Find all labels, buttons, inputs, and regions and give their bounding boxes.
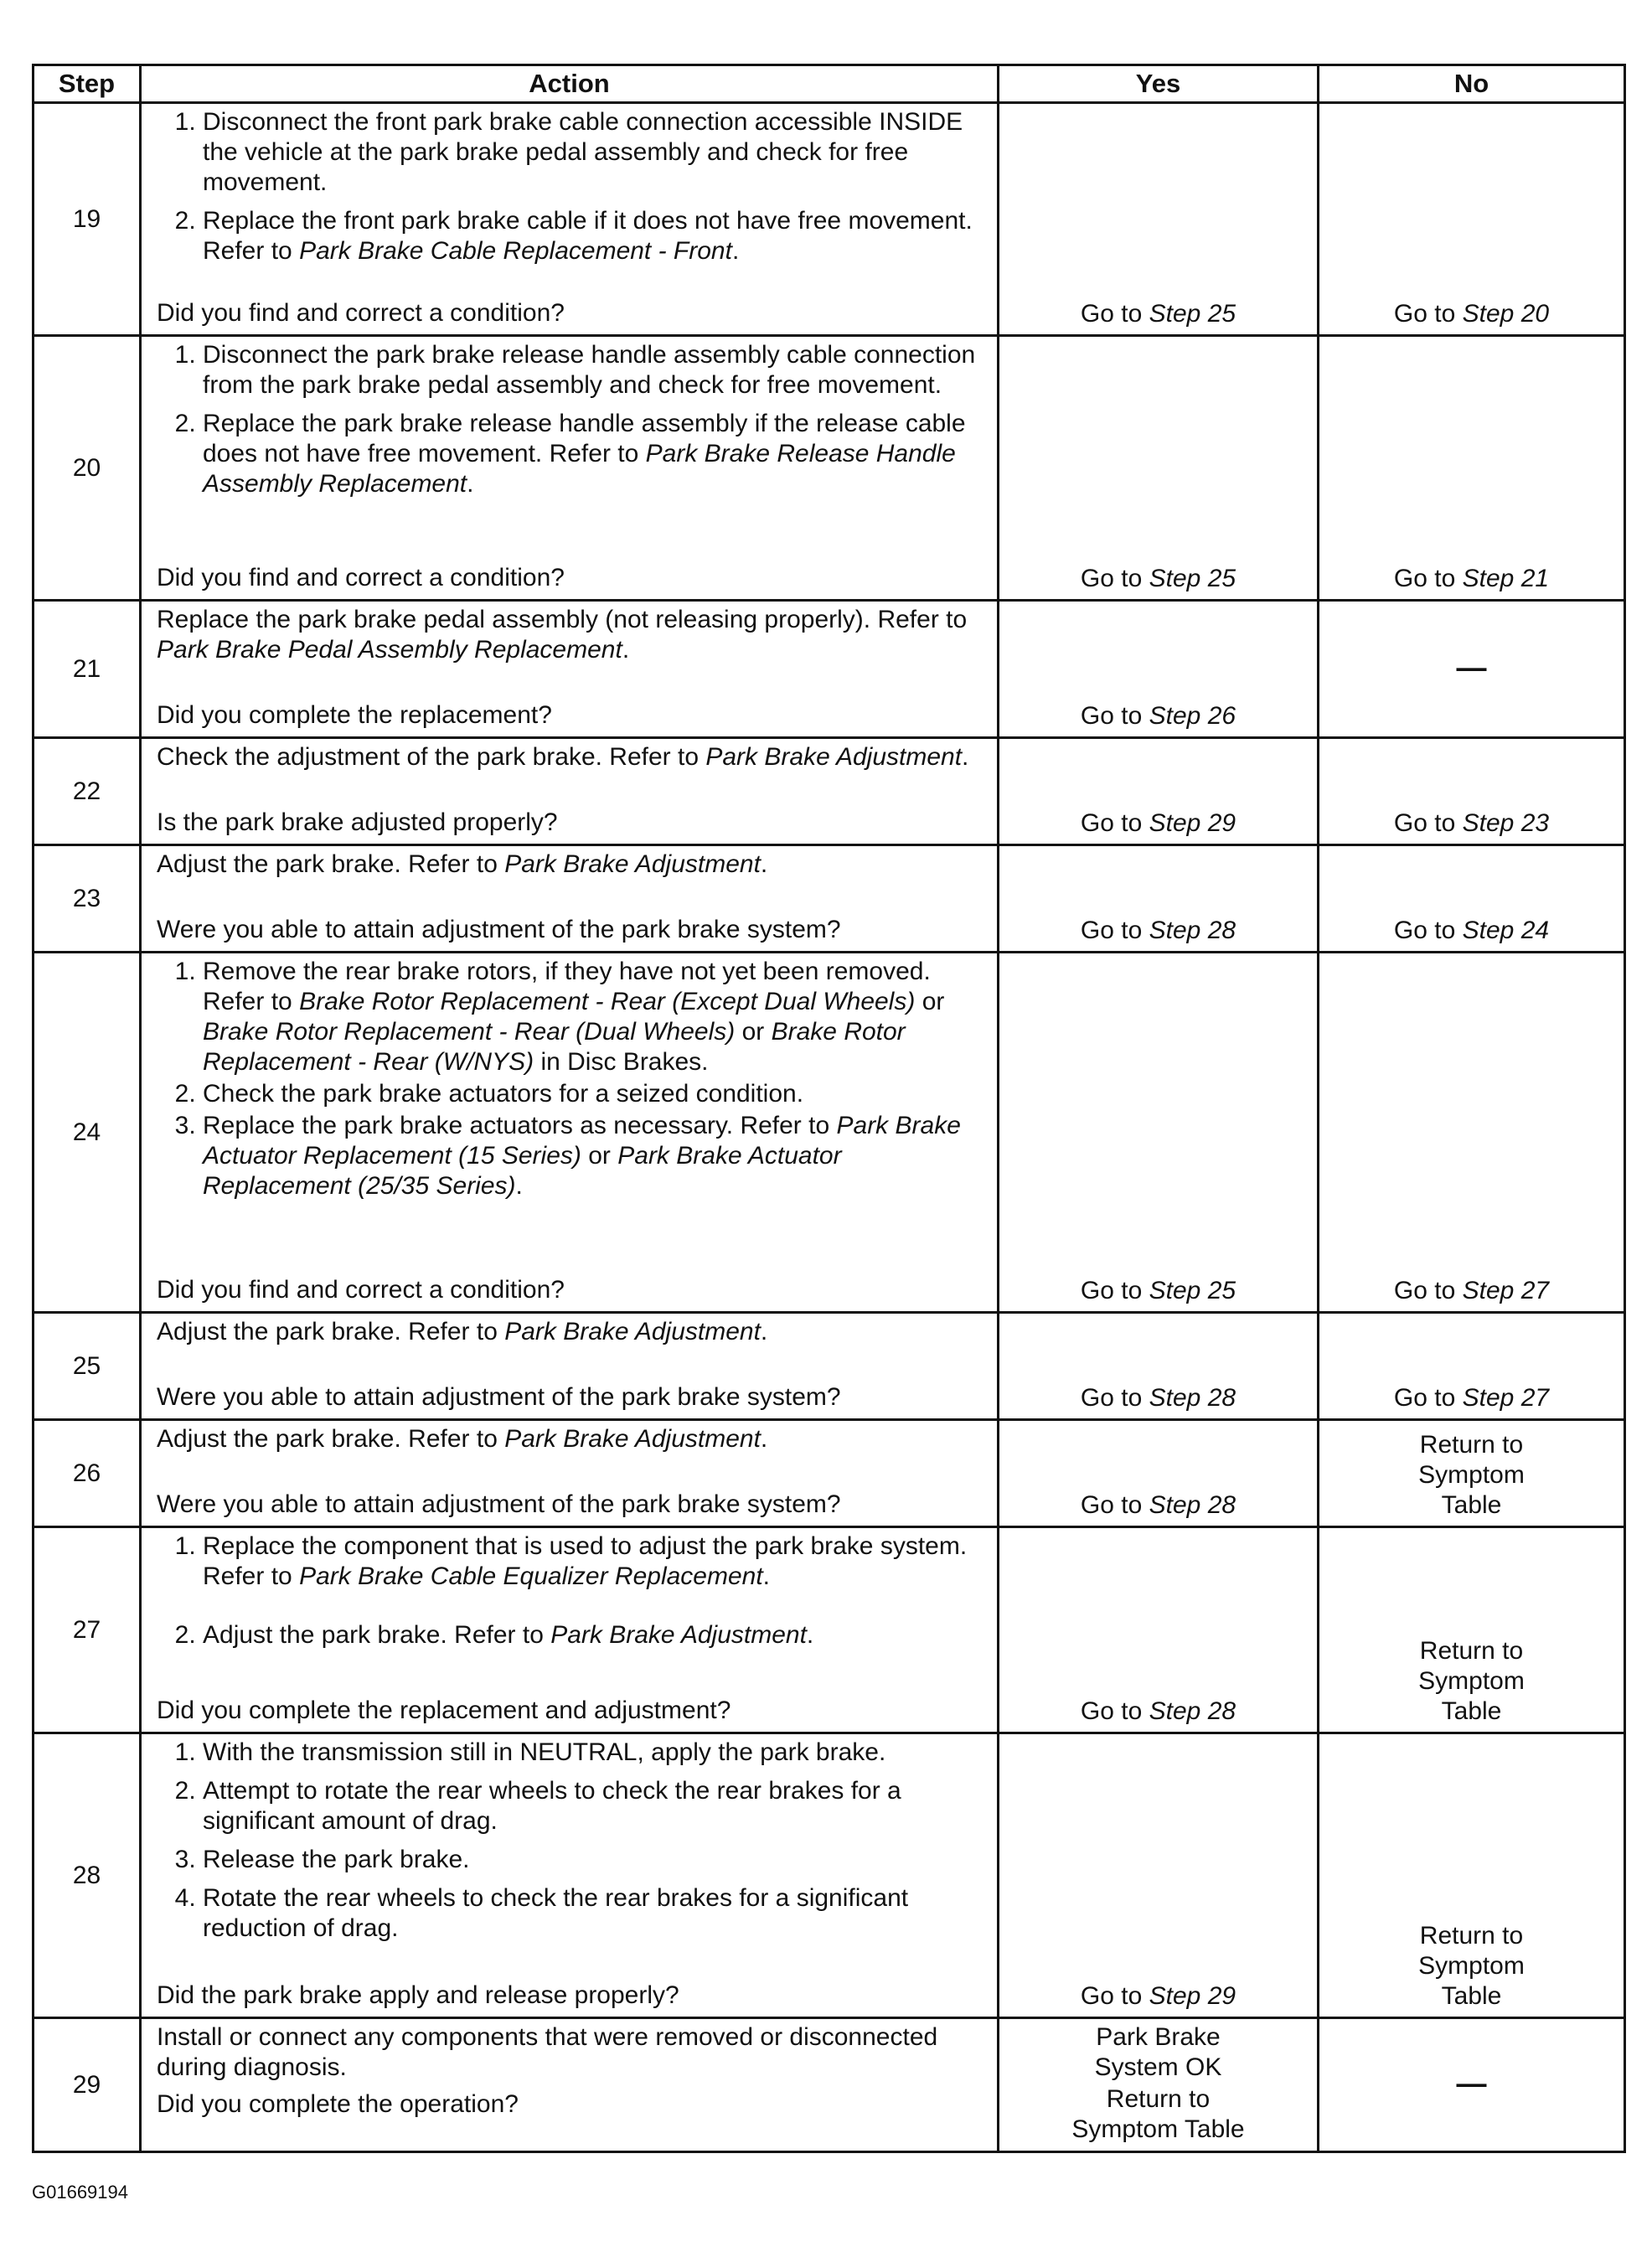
step-number: 27 <box>34 1527 141 1733</box>
action-cell <box>141 738 999 845</box>
action-steps <box>157 107 982 275</box>
no-result: Go to Step 27 <box>1319 953 1625 1313</box>
action-cell <box>141 103 999 336</box>
no-result: Return to Symptom Table <box>1319 1527 1625 1733</box>
step-number: 21 <box>34 601 141 738</box>
no-result: Go to Step 20 <box>1319 103 1625 336</box>
reference-link: Park Brake Adjustment <box>550 1621 807 1649</box>
action-step: 2. Attempt to rotate the rear wheels to check the rear brakes for a significant amount of drag. <box>203 1776 982 1836</box>
header-step: Step <box>34 65 141 103</box>
table-row <box>34 738 1625 845</box>
action-cell <box>141 336 999 601</box>
action-text: Check the adjustment of the park brake. Refer to Park Brake Adjustment. <box>157 743 969 771</box>
yes-result: Go to Step 28 <box>999 1420 1319 1527</box>
table-row <box>34 601 1625 738</box>
step-number: 25 <box>34 1313 141 1420</box>
table-row <box>34 1733 1625 2018</box>
step-number: 23 <box>34 845 141 953</box>
question: Did the park brake apply and release properly? <box>157 1981 679 2009</box>
no-result: Go to Step 27 <box>1319 1313 1625 1420</box>
question: Were you able to attain adjustment of the park brake system? <box>157 1383 841 1411</box>
reference-link: Park Brake Adjustment <box>504 850 761 878</box>
action-step: 2. Replace the park brake release handle assembly if the release cable does not have free movement. Refer to Park Brake Release Handle Assembly Replacement. <box>203 409 982 499</box>
action-cell <box>141 1527 999 1733</box>
table-row <box>34 1420 1625 1527</box>
no-result: — <box>1319 2018 1625 2152</box>
no-result: — <box>1319 601 1625 738</box>
yes-result: Park Brake System OK Return to Symptom Table <box>999 2018 1319 2152</box>
action-cell <box>141 1313 999 1420</box>
yes-result: Go to Step 29 <box>999 1733 1319 2018</box>
no-result: Go to Step 24 <box>1319 845 1625 953</box>
reference-link: Park Brake Actuator Replacement (25/35 Series) <box>203 1142 842 1200</box>
no-result: Go to Step 21 <box>1319 336 1625 601</box>
action-cell <box>141 2018 999 2152</box>
action-text: Adjust the park brake. Refer to Park Brake Adjustment. <box>157 1318 768 1345</box>
action-text: Replace the park brake pedal assembly (not releasing properly). Refer to Park Brake Pedal Assembly Replacement. <box>157 606 968 664</box>
header-no: No <box>1319 65 1625 103</box>
action-steps <box>157 1531 982 1659</box>
no-result: Go to Step 23 <box>1319 738 1625 845</box>
reference-link: Park Brake Pedal Assembly Replacement <box>157 636 622 664</box>
question: Did you find and correct a condition? <box>157 299 565 327</box>
yes-result: Go to Step 25 <box>999 336 1319 601</box>
action-cell <box>141 953 999 1313</box>
action-step: 2. Adjust the park brake. Refer to Park Brake Adjustment. <box>203 1620 982 1650</box>
table-row <box>34 1313 1625 1420</box>
reference-link: Brake Rotor Replacement - Rear (Dual Wheels) <box>203 1018 736 1046</box>
reference-link: Park Brake Cable Replacement - Front <box>299 237 732 265</box>
question: Did you complete the replacement? <box>157 701 552 729</box>
table-row <box>34 2018 1625 2152</box>
action-text: Adjust the park brake. Refer to Park Brake Adjustment. <box>157 850 768 878</box>
action-text: Adjust the park brake. Refer to Park Brake Adjustment. <box>157 1425 768 1453</box>
reference-link: Park Brake Adjustment <box>504 1425 761 1453</box>
action-cell <box>141 1420 999 1527</box>
step-number: 24 <box>34 953 141 1313</box>
action-text: Install or connect any components that were removed or disconnected during diagnosis. <box>157 2023 938 2081</box>
table-row <box>34 336 1625 601</box>
question: Did you find and correct a condition? <box>157 1276 565 1304</box>
action-step: 2. Replace the front park brake cable if it does not have free movement. Refer to Park Brake Cable Replacement - Front. <box>203 206 982 266</box>
yes-result: Go to Step 28 <box>999 1527 1319 1733</box>
action-step: 4. Rotate the rear wheels to check the rear brakes for a significant reduction of drag. <box>203 1883 982 1944</box>
yes-result: Go to Step 29 <box>999 738 1319 845</box>
diagnostic-table <box>32 64 1626 2153</box>
reference-link: Park Brake Release Handle Assembly Replacement <box>203 440 956 498</box>
step-number: 22 <box>34 738 141 845</box>
action-step: 1. Remove the rear brake rotors, if they have not yet been removed. Refer to Brake Rotor Replacement - Rear (Except Dual Wheels) or Brake Rotor Replacement - Rear (Dual Wheels) or Brake Rotor Replacement - Rear (W/NYS) in Disc Brakes. <box>203 957 982 1077</box>
yes-result: Go to Step 25 <box>999 103 1319 336</box>
reference-link: Park Brake Actuator Replacement (15 Series) <box>203 1112 961 1170</box>
no-result: Return to Symptom Table <box>1319 1420 1625 1527</box>
action-step: 1. Disconnect the park brake release handle assembly cable connection from the park brake pedal assembly and check for free movement. <box>203 340 982 400</box>
yes-result: Go to Step 28 <box>999 845 1319 953</box>
yes-result: Go to Step 26 <box>999 601 1319 738</box>
header-row <box>34 65 1625 103</box>
table-row <box>34 1527 1625 1733</box>
step-number: 20 <box>34 336 141 601</box>
step-number: 19 <box>34 103 141 336</box>
reference-link: Park Brake Adjustment <box>504 1318 761 1345</box>
reference-link: Park Brake Cable Equalizer Replacement <box>299 1562 763 1590</box>
table-row <box>34 845 1625 953</box>
header-action: Action <box>141 65 999 103</box>
question: Did you complete the replacement and adjustment? <box>157 1697 731 1724</box>
table-row <box>34 953 1625 1313</box>
question: Is the park brake adjusted properly? <box>157 808 558 836</box>
action-steps <box>157 1738 982 1944</box>
action-step: 1. Replace the component that is used to adjust the park brake system. Refer to Park Brake Cable Equalizer Replacement. <box>203 1531 982 1592</box>
action-steps <box>157 957 982 1210</box>
action-step: 1. Disconnect the front park brake cable connection accessible INSIDE the vehicle at the park brake pedal assembly and check for free movement. <box>203 107 982 198</box>
question: Were you able to attain adjustment of the park brake system? <box>157 1490 841 1518</box>
question: Did you find and correct a condition? <box>157 564 565 591</box>
yes-result: Go to Step 28 <box>999 1313 1319 1420</box>
figure-id: G01669194 <box>32 2182 128 2203</box>
action-step: 1. With the transmission still in NEUTRAL, apply the park brake. <box>203 1738 982 1768</box>
yes-result: Go to Step 25 <box>999 953 1319 1313</box>
action-cell <box>141 1733 999 2018</box>
header-yes: Yes <box>999 65 1319 103</box>
action-cell <box>141 601 999 738</box>
table-row <box>34 103 1625 336</box>
action-step: 3. Replace the park brake actuators as necessary. Refer to Park Brake Actuator Replacement (15 Series) or Park Brake Actuator Replacement (25/35 Series). <box>203 1111 982 1201</box>
reference-link: Brake Rotor Replacement - Rear (W/NYS) <box>203 1018 906 1076</box>
action-cell <box>141 845 999 953</box>
no-result: Return to Symptom Table <box>1319 1733 1625 2018</box>
step-number: 29 <box>34 2018 141 2152</box>
question: Were you able to attain adjustment of the park brake system? <box>157 916 841 943</box>
action-step: 2. Check the park brake actuators for a seized condition. <box>203 1079 982 1109</box>
step-number: 26 <box>34 1420 141 1527</box>
question: Did you complete the operation? <box>157 2090 519 2118</box>
action-step: 3. Release the park brake. <box>203 1845 982 1875</box>
reference-link: Brake Rotor Replacement - Rear (Except Dual Wheels) <box>299 988 916 1015</box>
reference-link: Park Brake Adjustment <box>705 743 963 771</box>
action-steps <box>157 340 982 508</box>
step-number: 28 <box>34 1733 141 2018</box>
